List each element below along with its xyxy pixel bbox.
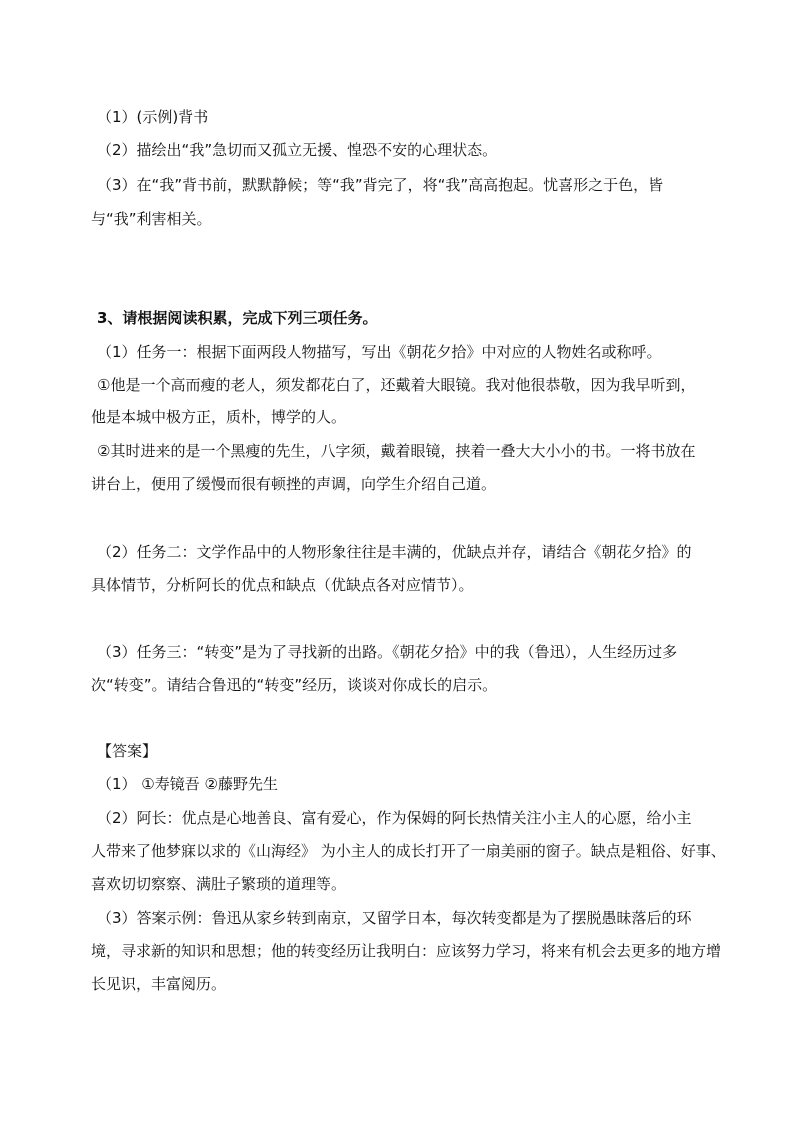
prev-answer-1: （1）(示例)背书 — [97, 108, 209, 126]
answer-2-line3: 喜欢切切察察、满肚子繁琐的道理等。 — [91, 875, 347, 893]
prev-answer-3-line1: （3）在“我”背书前，默默静候；等“我”背完了，将“我”高高抱起。忧喜形之于色，皆 — [97, 176, 664, 194]
prev-answer-2: （2）描绘出“我”急切而又孤立无援、惶恐不安的心理状态。 — [97, 141, 498, 159]
answer-2-line1: （2）阿长：优点是心地善良、富有爱心，作为保姆的阿长热情关注小主人的心愿，给小主 — [97, 809, 692, 827]
answer-heading: 【答案】 — [97, 742, 158, 760]
answer-2-line2: 人带来了他梦寐以求的《山海经》 为小主人的成长打开了一扇美丽的窗子。缺点是粗俗、好事、 — [91, 842, 726, 860]
prev-answer-3-line2: 与“我”利害相关。 — [91, 210, 212, 228]
description-1-line2: 他是本城中极方正，质朴，博学的人。 — [91, 408, 347, 426]
answer-3-line1: （3）答案示例：鲁迅从家乡转到南京，又留学日本，每次转变都是为了摆脱愚昧落后的环 — [97, 909, 692, 927]
answer-1: （1） ①寿镜吾 ②藤野先生 — [97, 775, 278, 793]
task3-line2: 次“转变”。请结合鲁迅的“转变”经历，谈谈对你成长的启示。 — [91, 676, 498, 694]
description-1-line1: ①他是一个高而瘦的老人，须发都花白了，还戴着大眼镜。我对他很恭敬，因为我早听到， — [97, 376, 696, 394]
task2-line2: 具体情节，分析阿长的优点和缺点（优缺点各对应情节）。 — [91, 576, 474, 594]
task3-line1: （3）任务三：“转变”是为了寻找新的出路。《朝花夕拾》中的我（鲁迅），人生经历过多 — [97, 643, 678, 661]
description-2-line1: ②其时进来的是一个黑瘦的先生，八字须，戴着眼镜，挟着一叠大大小小的书。一将书放在 — [97, 442, 696, 460]
description-2-line2: 讲台上，便用了缓慢而很有顿挫的声调，向学生介绍自己道。 — [91, 475, 497, 493]
task2-line1: （2）任务二：文学作品中的人物形象往往是丰满的，优缺点并存，请结合《朝花夕拾》的 — [97, 543, 692, 561]
task1-intro: （1）任务一：根据下面两段人物描写，写出《朝花夕拾》中对应的人物姓名或称呼。 — [97, 343, 662, 361]
answer-3-line2: 境，寻求新的知识和思想；他的转变经历让我明白：应该努力学习，将来有机会去更多的地方增 — [91, 942, 722, 960]
answer-3-line3: 长见识，丰富阅历。 — [91, 975, 227, 993]
question-3-title: 3、请根据阅读积累，完成下列三项任务。 — [97, 309, 378, 327]
